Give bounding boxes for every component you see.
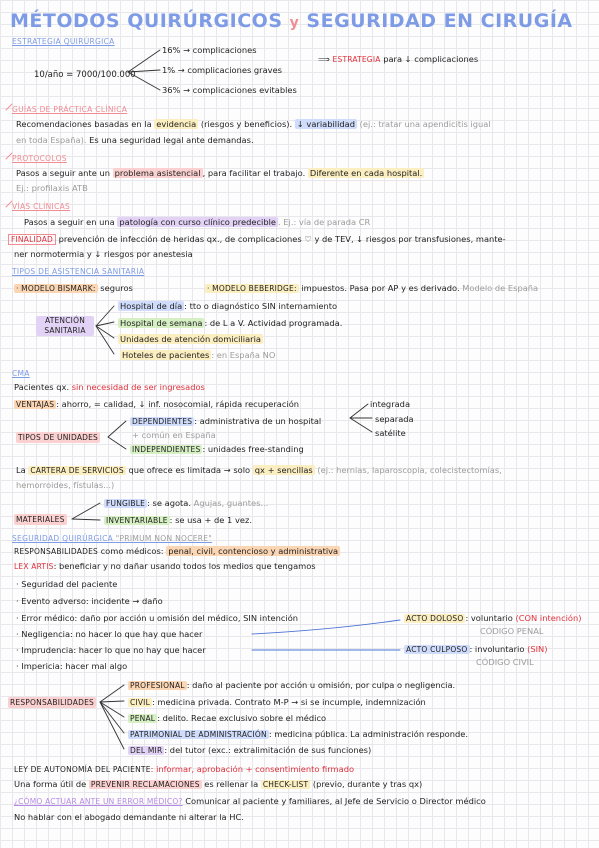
note: Modelo de España — [462, 283, 539, 293]
estrategia-label: ESTRATEGIA — [332, 55, 381, 64]
ventajas-label: VENTAJAS — [16, 400, 55, 409]
text: : voluntario — [465, 613, 513, 623]
seguridad-heading — [12, 533, 212, 544]
culposo-code: CÓDIGO CIVIL — [476, 657, 534, 667]
acto-doloso — [404, 613, 582, 624]
dep-label: DEPENDIENTES — [132, 417, 193, 426]
resp-item-text: : medicina pública. La administración responde. — [268, 729, 468, 739]
text: : beneficiar y no dañar usando todos los medios que tengamos — [53, 561, 316, 571]
estrategia-item-3: 36% → complicaciones evitables — [162, 85, 297, 95]
ventajas — [14, 399, 299, 410]
text: que ofrece es limitada → solo — [128, 465, 251, 475]
guias-line-1 — [16, 119, 491, 130]
modelo-bismark — [14, 283, 133, 294]
red-note: (CON intención) — [515, 613, 582, 623]
title-main: MÉTODOS QUIRÚRGICOS — [10, 10, 283, 32]
inv-label: INVENTARIABLE — [106, 516, 168, 525]
cma-line-1 — [14, 382, 205, 393]
text: , para facilitar el trabajo. — [202, 168, 306, 178]
vias-line-1 — [24, 217, 370, 228]
cartera-label: CARTERA DE SERVICIOS — [30, 466, 124, 475]
motto: "PRIMUM NON NOCERE" — [115, 534, 213, 543]
patologia-highlight: patología con curso clínico predecible — [119, 217, 277, 227]
note: en toda España). — [16, 135, 87, 145]
guias-line-2 — [16, 135, 254, 146]
resp-item-text: : medicina privada. Contrato M-P → si se incumple, indemnización — [151, 697, 426, 707]
materiales-label: MATERIALES — [16, 515, 65, 524]
fungible — [104, 498, 268, 509]
bismark-label: · MODELO BISMARK: — [16, 284, 96, 293]
estrategia-ratio: 10/año = 7000/100.000 — [34, 70, 136, 80]
text: Pacientes qx. — [14, 382, 70, 392]
dependientes — [130, 416, 321, 427]
lex-label: LEX ARTIS — [14, 562, 54, 571]
resp-item-3 — [128, 713, 326, 724]
text: : involuntario — [469, 644, 525, 654]
protocolos-line-2: Ej.: profilaxis ATB — [16, 183, 88, 193]
item-text: : en España NO — [211, 350, 276, 360]
heading-text: SEGURIDAD QUIRÚRGICA — [12, 534, 114, 543]
cartera-line-2: hemorroides, fístulas...) — [16, 480, 115, 490]
ley-line-2 — [14, 779, 422, 790]
text: (previo, durante y tras qx) — [312, 779, 423, 789]
resp-item-text: : del tutor (exc.: extralimitación de sus funciones) — [164, 745, 372, 755]
bullet-4: · Negligencia: no hacer lo que hay que hacer — [16, 629, 203, 639]
cartera-line-1 — [16, 465, 502, 476]
item-label: Unidades de atención domiciliaria — [120, 334, 261, 344]
text: es rellenar la — [204, 779, 259, 789]
resp-line — [14, 546, 340, 557]
integ-2: separada — [375, 414, 414, 424]
text: : unidades free-standing — [202, 444, 304, 454]
resp-item-2 — [128, 697, 426, 708]
resp-item-label: PROFESIONAL — [130, 681, 185, 690]
checklist-highlight: CHECK-LIST — [262, 780, 309, 789]
culposo-label: ACTO CULPOSO — [406, 645, 468, 654]
item-text: : de L a V. Actividad programada. — [204, 318, 343, 328]
ley-line-4: No hablar con el abogado demandante ni alterar la HC. — [14, 812, 244, 822]
atencion-item-1 — [118, 301, 337, 312]
red-note: (SIN) — [527, 644, 548, 654]
text: Una forma útil de — [14, 779, 87, 789]
resp-item-label: DEL MIR — [130, 746, 163, 755]
bullet-3: · Error médico: daño por acción u omisión del médico, SIN intención — [16, 613, 299, 623]
estrategia-heading: ESTRATEGIA QUIRÚRGICA — [12, 37, 115, 46]
red-text: sin necesidad de ser ingresados — [71, 382, 205, 392]
tipos-heading: TIPOS DE ASISTENCIA SANITARIA — [12, 267, 145, 276]
text: : ahorro, = calidad, ↓ inf. nosocomial, rápida recuperación — [56, 399, 300, 409]
bullet-6: · Impericia: hacer mal algo — [16, 661, 128, 671]
evidencia-highlight: evidencia — [156, 119, 197, 129]
atencion-item-2 — [118, 318, 342, 329]
text: : administrativa de un hospital — [194, 416, 322, 426]
text: : se usa + de 1 vez. — [169, 515, 252, 525]
fungible-label: FUNGIBLE — [106, 499, 146, 508]
atencion-item-3 — [118, 334, 263, 345]
red-text: : informar, aprobación + consentimiento firmado — [150, 764, 355, 774]
question-label: ¿CÓMO ACTUAR ANTE UN ERROR MÉDICO? — [14, 797, 183, 806]
cma-heading: CMA — [12, 369, 30, 378]
resp-item-label: PENAL — [130, 714, 156, 723]
text: prevención de infección de heridas qx., de complicaciones ♡ y de TEV, ↓ riesgos por transfusiones, mante- — [58, 234, 506, 244]
note: (ej.: hernias, laparoscopia, colecistectomías, — [317, 465, 502, 475]
item-label: Hospital de día — [120, 301, 183, 311]
item-label: Hospital de semana — [120, 318, 203, 328]
doloso-label: ACTO DOLOSO — [406, 614, 464, 623]
resp-highlight: penal, civil, contencioso y administrativa — [168, 546, 339, 556]
estrategia-conclusion-text: para ↓ complicaciones — [383, 54, 479, 64]
diferente-highlight: Diferente en cada hospital. — [309, 168, 423, 178]
ley-autonomia — [14, 764, 354, 775]
text: seguros — [100, 283, 133, 293]
page-title — [10, 10, 573, 34]
text: (riesgos y beneficios). — [200, 119, 293, 129]
resp-item-4 — [128, 729, 468, 740]
bullet-5: · Imprudencia: hacer lo que no hay que hacer — [16, 645, 206, 655]
resp-item-label: CIVIL — [130, 698, 150, 707]
modelo-beberidge — [205, 283, 538, 294]
prevenir-highlight: PREVENIR RECLAMACIONES — [90, 780, 200, 789]
estrategia-item-1: 16% → complicaciones — [162, 45, 257, 55]
double-arrow-icon: ⟹ — [318, 54, 330, 64]
text: : se agota. — [147, 498, 192, 508]
title-y: y — [289, 15, 300, 31]
problema-highlight: problema asistencial — [114, 168, 201, 178]
resp-item-text: : delito. Recae exclusivo sobre el médico — [157, 713, 327, 723]
text: Recomendaciones basadas en la — [16, 119, 152, 129]
protocolos-line-1 — [16, 168, 424, 179]
ley-label: LEY DE AUTONOMÍA DEL PACIENTE — [14, 765, 151, 774]
resp-item-text: : daño al paciente por acción u omisión, por culpa o negligencia. — [186, 680, 456, 690]
resp-label: RESPONSABILIDADES — [14, 547, 98, 556]
protocolos-heading: PROTOCOLOS — [12, 154, 67, 163]
bullet-1: · Seguridad del paciente — [16, 579, 118, 589]
vias-line-2 — [8, 234, 506, 245]
tipos-unidades-label: TIPOS DE UNIDADES — [18, 433, 99, 442]
resp-item-1 — [128, 680, 455, 691]
text: Comunicar al paciente y familiares, al Jefe de Servicio o Director médico — [185, 796, 486, 806]
resp-item-label: PATRIMONIAL DE ADMINISTRACIÓN — [130, 730, 267, 739]
inventariable — [104, 515, 252, 526]
beberidge-label: · MODELO BEBERIDGE: — [207, 284, 297, 293]
responsabilidades-box: RESPONSABILIDADES — [10, 698, 94, 707]
acto-culposo — [404, 644, 547, 655]
note: Agujas, guantes... — [193, 498, 269, 508]
independientes — [130, 444, 304, 455]
finalidad-box: FINALIDAD — [8, 234, 56, 245]
vias-line-3: ner normotermia y ↓ riesgos por anestesia — [14, 249, 193, 259]
text: como médicos: — [100, 546, 164, 556]
lex-artis — [14, 561, 316, 572]
text: La — [16, 465, 26, 475]
note: (ej.: tratar una apendicitis igual — [359, 119, 491, 129]
guias-heading: GUÍAS DE PRÁCTICA CLÍNICA — [12, 105, 128, 114]
estrategia-conclusion — [318, 54, 478, 65]
text: impuestos. Pasa por AP y es derivado. — [301, 283, 460, 293]
bullet-2: · Evento adverso: incidente → daño — [16, 596, 163, 606]
atencion-label: ATENCIÓN SANITARIA — [36, 316, 94, 336]
integ-3: satélite — [375, 428, 406, 438]
resp-item-5 — [128, 745, 371, 756]
ley-line-3 — [14, 796, 486, 807]
variabilidad-highlight: ↓ variabilidad — [296, 119, 356, 129]
note: . Ej.: vía de parada CR — [278, 217, 371, 227]
vias-heading: VÍAS CLÍNICAS — [12, 202, 71, 211]
text: Es una seguridad legal ante demandas. — [89, 135, 254, 145]
dep-note: + común en España — [132, 430, 216, 440]
item-label: Hoteles de pacientes — [122, 350, 210, 360]
item-text: : tto o diagnóstico SIN internamiento — [184, 301, 338, 311]
indep-label: INDEPENDIENTES — [132, 445, 201, 454]
text: Pasos a seguir en una — [24, 217, 115, 227]
title-rest: SEGURIDAD EN CIRUGÍA — [306, 10, 573, 32]
text: Pasos a seguir ante un — [16, 168, 110, 178]
atencion-item-4 — [120, 350, 275, 361]
integ-1: integrada — [370, 399, 411, 409]
estrategia-item-2: 1% → complicaciones graves — [162, 65, 282, 75]
doloso-code: CÓDIGO PENAL — [480, 626, 544, 636]
sencillas-highlight: qx + sencillas — [254, 465, 313, 475]
